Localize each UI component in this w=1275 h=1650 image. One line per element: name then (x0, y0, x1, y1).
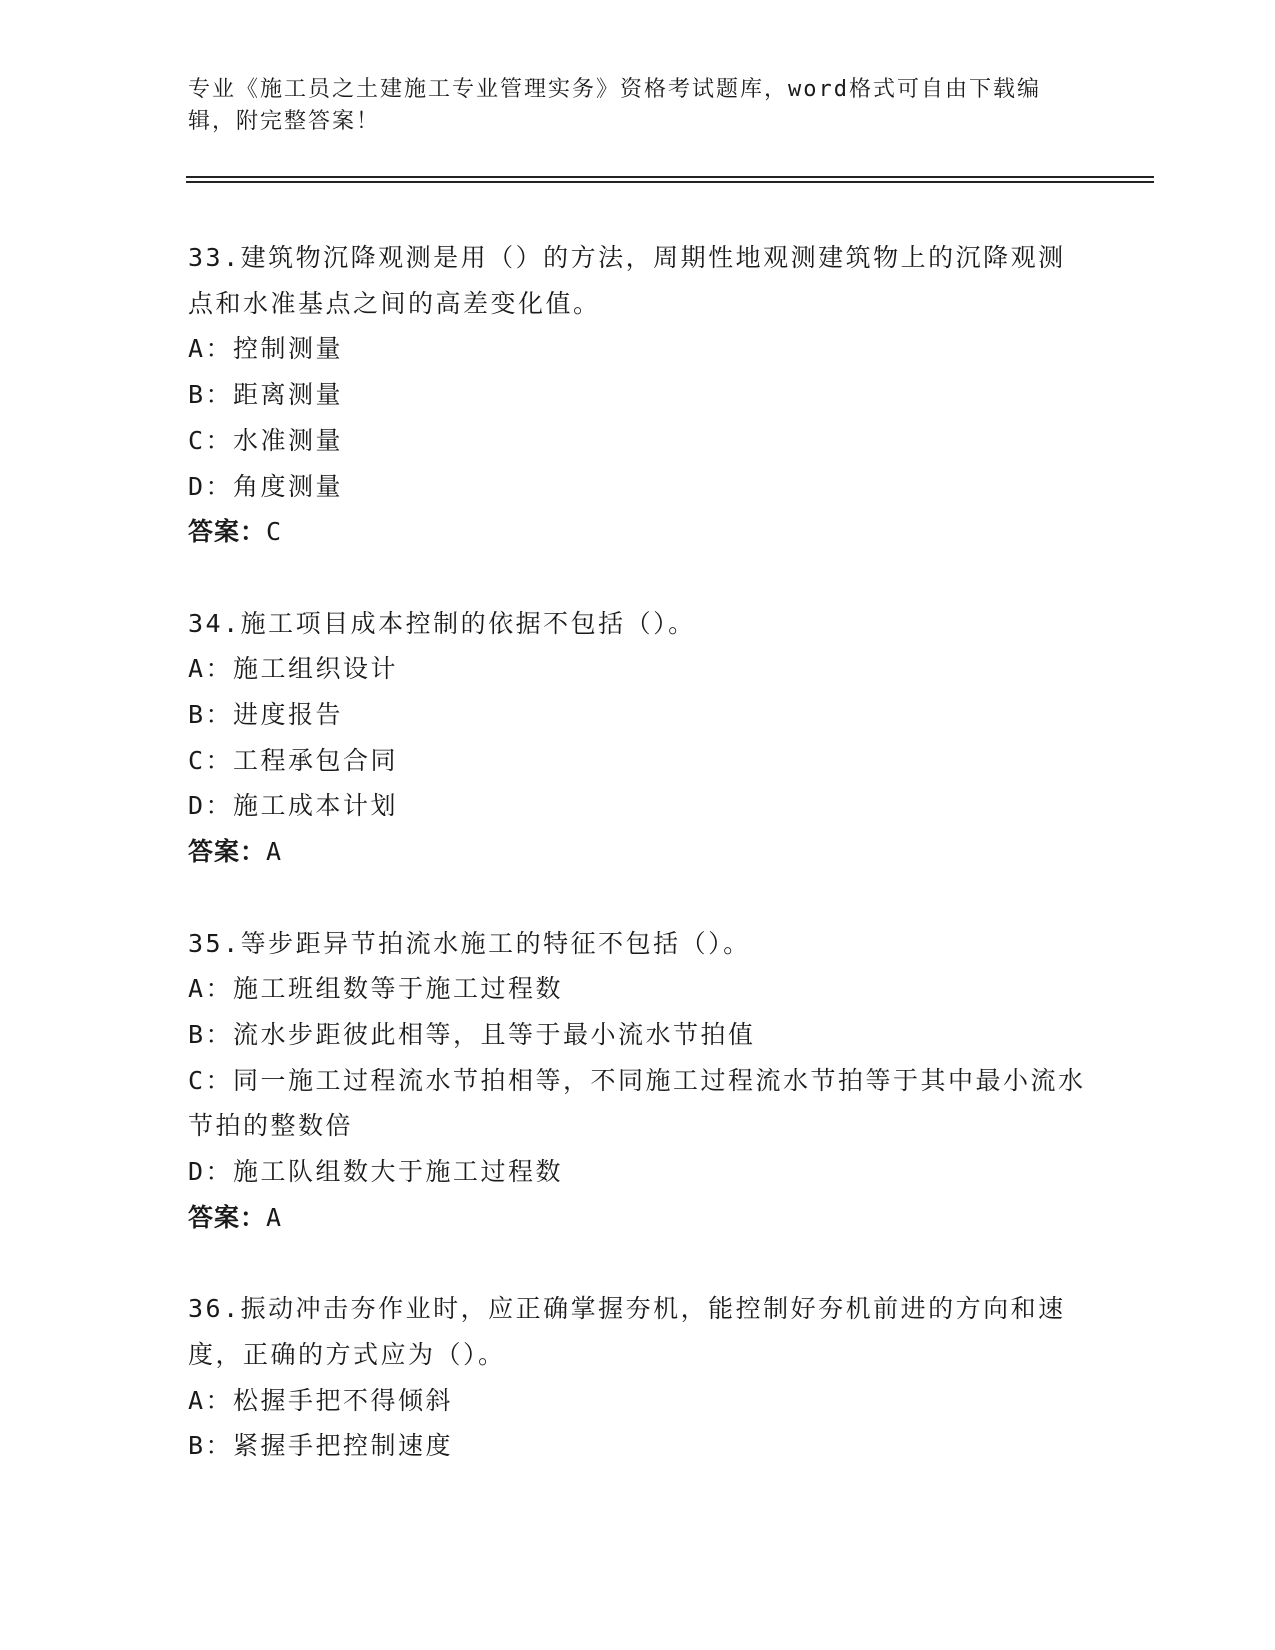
option-b: B：紧握手把控制速度 (188, 1431, 454, 1461)
header-divider-top (186, 176, 1154, 178)
answer-value: A (266, 1202, 283, 1232)
option-b: B：距离测量 (188, 380, 344, 410)
question-36 (188, 1286, 1088, 1469)
question-34 (188, 601, 1088, 875)
question-list (188, 235, 1088, 1515)
option-a: A：松握手把不得倾斜 (188, 1385, 454, 1415)
document-header: 专业《施工员之土建施工专业管理实务》资格考试题库，word格式可自由下载编辑，附完整答案！ (188, 77, 1041, 134)
answer-value: A (266, 837, 283, 867)
question-33 (188, 235, 1088, 555)
answer-line (188, 509, 1088, 555)
option-b: B：流水步距彼此相等，且等于最小流水节拍值 (188, 1019, 756, 1049)
option-b: B：进度报告 (188, 700, 344, 730)
option-a: A：控制测量 (188, 334, 344, 364)
answer-line (188, 1195, 1088, 1241)
answer-label: 答案： (188, 837, 267, 867)
header-divider-bottom (186, 181, 1154, 183)
question-stem: 33.建筑物沉降观测是用（）的方法，周期性地观测建筑物上的沉降观测点和水准基点之间的高差变化值。 (188, 243, 1066, 318)
answer-label: 答案： (188, 517, 267, 547)
answer-value: C (266, 517, 283, 547)
option-d: D：施工成本计划 (188, 791, 399, 821)
question-stem: 35.等步距异节拍流水施工的特征不包括（）。 (188, 928, 751, 958)
option-a: A：施工组织设计 (188, 654, 399, 684)
answer-line (188, 829, 1088, 875)
question-stem: 36.振动冲击夯作业时，应正确掌握夯机，能控制好夯机前进的方向和速度，正确的方式应为（）。 (188, 1294, 1066, 1369)
option-d: D：角度测量 (188, 471, 344, 501)
option-c: C：水准测量 (188, 425, 344, 455)
option-c: C：同一施工过程流水节拍相等，不同施工过程流水节拍等于其中最小流水节拍的整数倍 (188, 1065, 1086, 1141)
option-c: C：工程承包合同 (188, 745, 399, 775)
option-d: D：施工队组数大于施工过程数 (188, 1157, 564, 1187)
answer-label: 答案： (188, 1202, 267, 1232)
question-35 (188, 921, 1088, 1241)
option-a: A：施工班组数等于施工过程数 (188, 974, 564, 1004)
question-stem: 34.施工项目成本控制的依据不包括（）。 (188, 608, 696, 638)
